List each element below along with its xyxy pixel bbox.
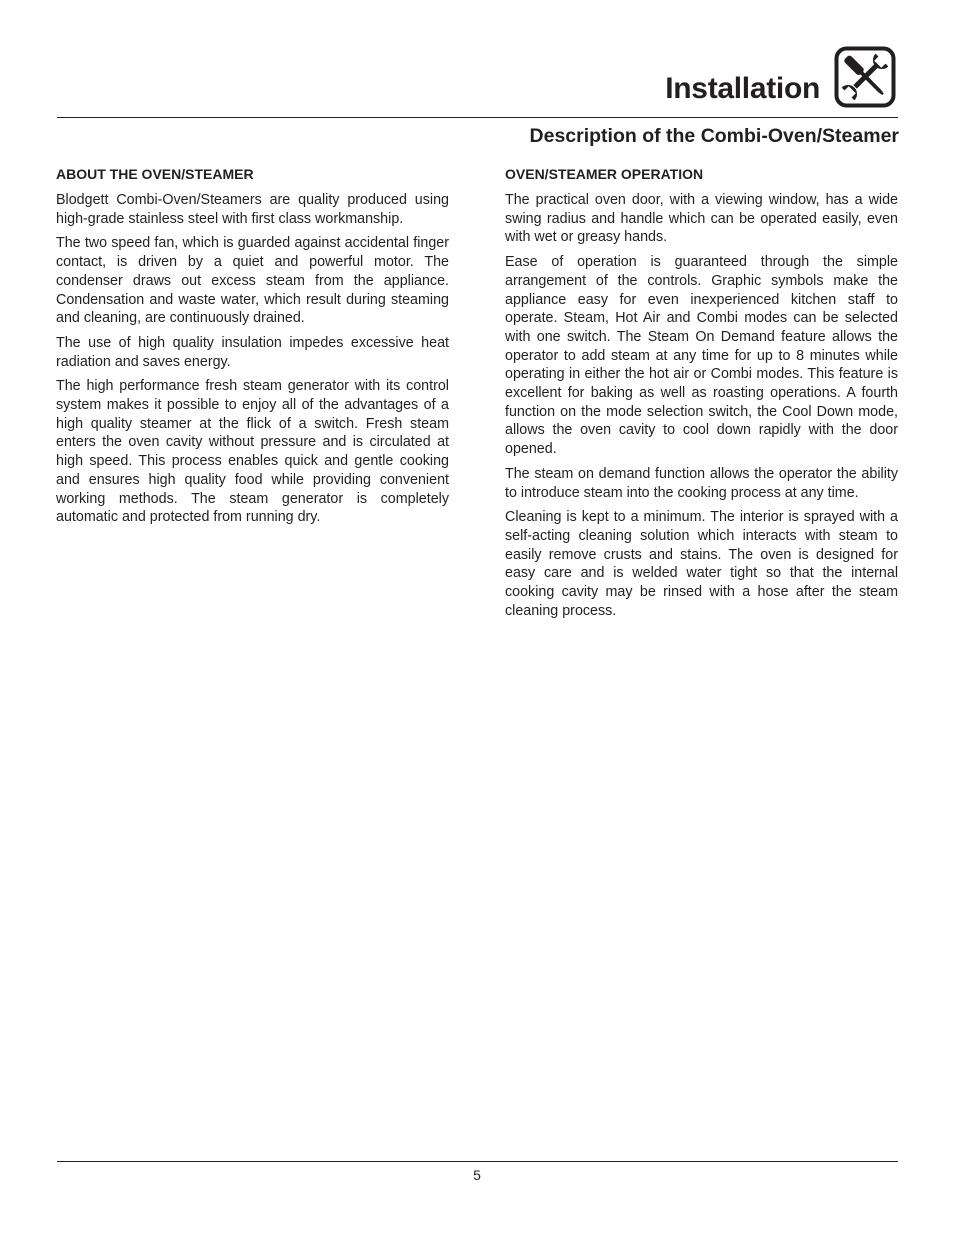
right-column (505, 165, 898, 626)
wrench-screwdriver-icon (834, 46, 896, 108)
section-title: Description of the Combi-Oven/Steamer (529, 125, 899, 147)
right-column-heading: OVEN/STEAMER OPERATION (505, 166, 704, 182)
left-column-heading: ABOUT THE OVEN/STEAMER (56, 166, 254, 182)
page-number: 5 (473, 1167, 481, 1183)
paragraph: The steam on demand function allows the operator the ability to introduce steam into the cooking process at any time. (505, 465, 898, 501)
header-divider (57, 117, 898, 118)
paragraph: Ease of operation is guaranteed through the simple arrangement of the controls. Graphic symbols make the appliance easy for even inexperienced kitchen staff to operate. Steam, Hot Air and Combi modes can be selected with one switch. The Steam On Demand feature allows the operator to add steam at any time for up to 8 minutes while operating in either the hot air or Combi modes. This feature is excellent for baking as well as roasting operations. A fourth function on the mode selection switch, the Cool Down mode, allows the oven cavity to cool down rapidly with the door opened. (505, 254, 898, 458)
footer-divider (57, 1161, 898, 1162)
paragraph: Blodgett Combi-Oven/Steamers are quality produced using high-grade stainless steel with first class workmanship. (56, 192, 449, 227)
paragraph: The two speed fan, which is guarded against accidental finger contact, is driven by a quiet and powerful motor. The condenser draws out excess steam from the appliance. Condensation and waste water, which result during steaming and cleaning, are continuously drained. (56, 235, 449, 327)
paragraph: The practical oven door, with a viewing window, has a wide swing radius and handle which can be operated easily, even with wet or greasy hands. (505, 192, 898, 246)
page-title: Installation (665, 72, 820, 105)
paragraph: Cleaning is kept to a minimum. The interior is sprayed with a self-acting cleaning solution which interacts with steam to easily remove crusts and stains. The oven is designed for easy care and is welded water tight so that the internal cooking cavity may be rinsed with a hose after the steam cleaning process. (505, 509, 898, 619)
paragraph: The high performance fresh steam generator with its control system makes it possible to enjoy all of the advantages of a high quality steamer at the flick of a switch. Fresh steam enters the oven cavity without pressure and is circulated at high speed. This process enables quick and gentle cooking and ensures high quality food while providing convenient working methods. The steam generator is completely automatic and protected from running dry. (56, 378, 449, 526)
left-column (56, 165, 449, 533)
paragraph: The use of high quality insulation impedes excessive heat radiation and saves energy. (56, 334, 449, 370)
